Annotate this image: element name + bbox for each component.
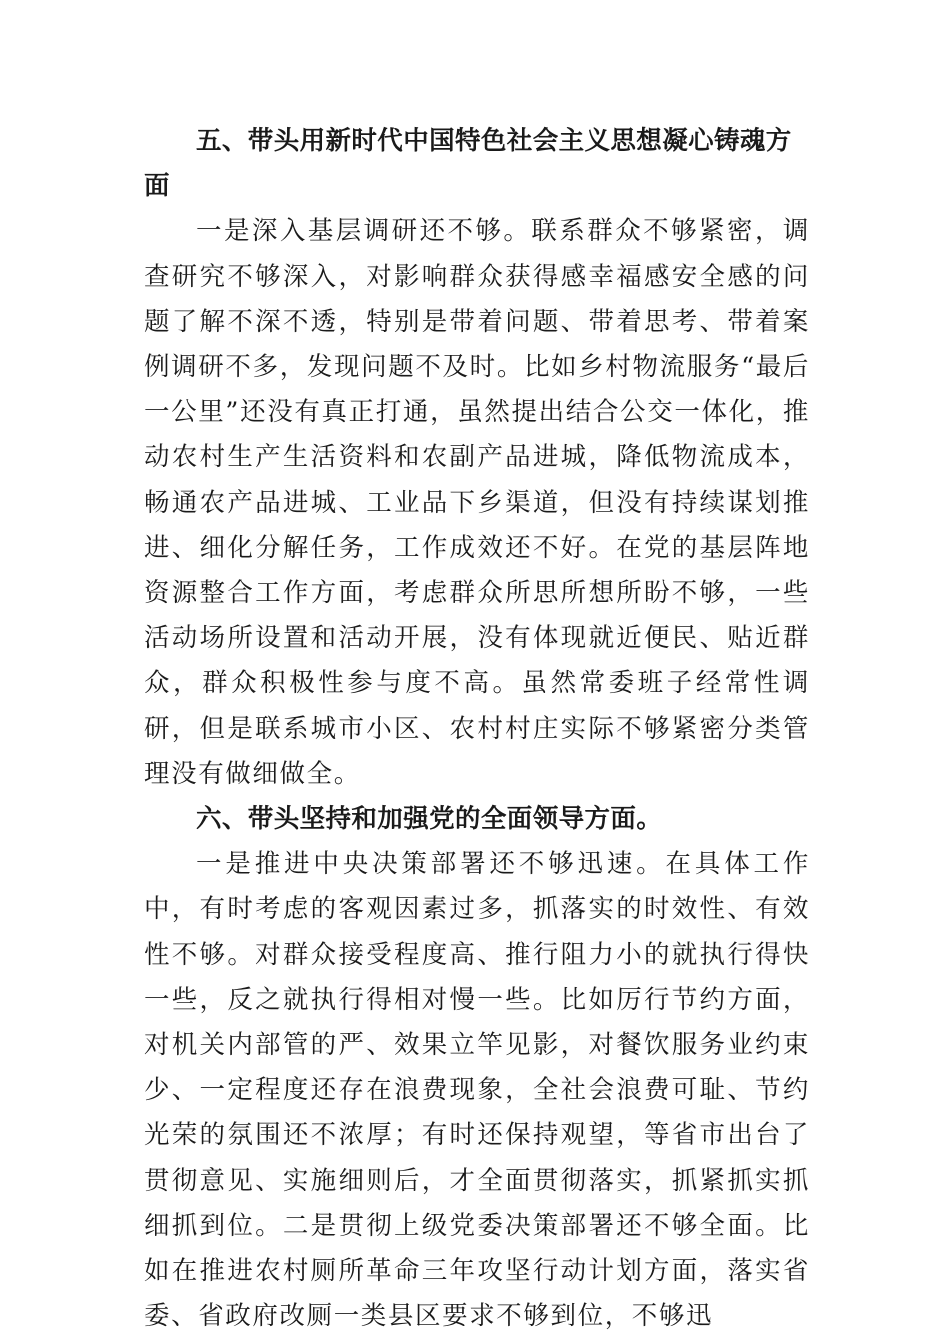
section-heading-6: 六、带头坚持和加强党的全面领导方面。	[196, 804, 663, 835]
document-body	[144, 119, 810, 1339]
section-paragraph-6: 一是推进中央决策部署还不够迅速。在具体工作中，有时考虑的客观因素过多，抓落实的时效性、有效性不够。对群众接受程度高、推行阻力小的就执行得快一些，反之就执行得相对慢一些。比如厉行节约方面，对机关内部管的严、效果立竿见影，对餐饮服务业约束少、一定程度还存在浪费现象，全社会浪费可耻、节约光荣的氛围还不浓厚；有时还保持观望，等省市出台了贯彻意见、实施细则后，才全面贯彻落实，抓紧抓实抓细抓到位。二是贯彻上级党委决策部署还不够全面。比如在推进农村厕所革命三年攻坚行动计划方面，落实省委、省政府改厕一类县区要求不够到位，不够迅	[144, 849, 810, 1332]
section-heading-5: 五、带头用新时代中国特色社会主义思想凝心铸魂方面	[144, 126, 792, 202]
section-paragraph-5: 一是深入基层调研还不够。联系群众不够紧密，调查研究不够深入，对影响群众获得感幸福感安全感的问题了解不深不透，特别是带着问题、带着思考、带着案例调研不多，发现问题不及时。比如乡村物流服务“最后一公里”还没有真正打通，虽然提出结合公交一体化，推动农村生产生活资料和农副产品进城，降低物流成本，畅通农产品进城、工业品下乡渠道，但没有持续谋划推进、细化分解任务，工作成效还不好。在党的基层阵地资源整合工作方面，考虑群众所思所想所盼不够，一些活动场所设置和活动开展，没有体现就近便民、贴近群众，群众积极性参与度不高。虽然常委班子经常性调研，但是联系城市小区、农村村庄实际不够紧密分类管理没有做细做全。	[144, 216, 810, 789]
